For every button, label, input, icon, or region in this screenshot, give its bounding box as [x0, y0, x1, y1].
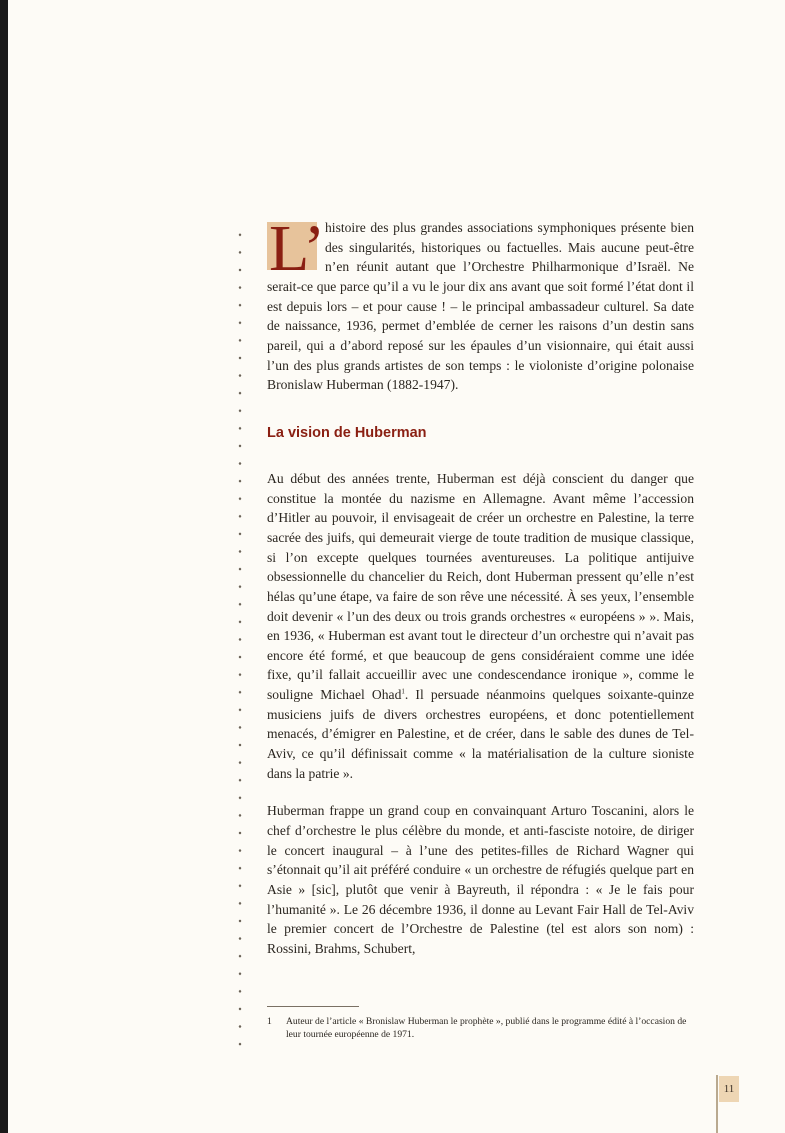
dropcap-letter: L’: [269, 212, 326, 285]
page-edge: [0, 0, 8, 1133]
section-heading: La vision de Huberman: [267, 424, 427, 441]
paragraph-3: Huberman frappe un grand coup en convainquant Arturo Toscanini, alors le chef d’orchestre le plus célèbre du monde, et anti-fasciste notoire, de diriger le concert inaugural – à l’une des petites-filles de Richard Wagner qui s’étonnait qu’il ait préféré conduire « un orchestre de réfugiés quelque part en Asie » [sic], plutôt que venir à Bayreuth, il répondra : « Je le fais pour l’humanité ». Le 26 décembre 1936, il donne au Levant Fair Hall de Tel-Aviv le premier concert de l’Orchestre de Palestine (tel est alors son nom) : Rossini, Brahms, Schubert,: [267, 803, 694, 956]
paragraph-2-text-b: . Il persuade néanmoins quelques soixante-quinze musiciens juifs de divers orchestres européens, et donc potentiellement menacés, d’émigrer en Palestine, et de créer, dans le sable des dunes de Tel-Aviv, ce qu’il définissait comme « la matérialisation de la culture sioniste dans la patrie ».: [267, 687, 694, 781]
footnote-text: Auteur de l’article « Bronislaw Huberman le prophète », publié dans le programme édité à l’occasion de leur tournée européenne de 1971.: [286, 1016, 687, 1040]
paragraph-2-text-a: Au début des années trente, Huberman est déjà conscient du danger que constitue la montée du nazisme en Allemagne. Avant même l’accession d’Hitler au pouvoir, il envisageait de créer un orchestre en Palestine, la terre sacrée des juifs, qui demeurait vierge de toute tradition de musique classique, si l’on excepte quelques tournées aventureuses. La politique antijuive obsessionnelle du chancelier du Reich, dont Huberman pressent qu’elle n’est hélas qu’une étape, va faire de son rêve une nécessité. À ses yeux, l’ensemble doit devenir « l’un des deux ou trois grands orchestres « européens » ». Mais, en 1936, « Huberman est avant tout le directeur d’un orchestre qui n’avait pas encore été formé, et que beaucoup de gens considéraient comme une idée fixe, qu’il fallait accueillir avec une condescendance ironique », comme le souligne Michael Ohad: [267, 470, 694, 703]
paragraph-2: [267, 469, 694, 784]
intro-paragraph: histoire des plus grandes associations symphoniques présente bien des singularités, historiques ou factuelles. Mais aucune peut-être n’en réunit autant que l’Orchestre Philharmonique d’Israël. Ne serait-ce que parce qu’il a vu le jour dix ans avant que soit formé l’état dont il est depuis lors – et pour cause ! – le principal ambassadeur culturel. Sa date de naissance, 1936, permet d’emblée de cerner les raisons d’un destin sans pareil, qui a d’abord reposé sur les épaules d’un visionnaire, qui était aussi l’un des plus grands artistes de son temps : le violoniste d’origine polonaise Bronislaw Huberman (1882-1947).: [267, 220, 694, 393]
dropcap: [267, 212, 326, 285]
dotted-margin: [237, 226, 243, 1046]
article-body: [267, 212, 694, 959]
intro-paragraph-block: [267, 212, 694, 395]
footnote: [267, 1015, 697, 1041]
page-number-rule: [716, 1075, 718, 1133]
footnote-rule: [267, 1006, 359, 1007]
footnote-number: 1: [267, 1016, 272, 1027]
page-number: 11: [719, 1076, 739, 1102]
footnote-reference[interactable]: 1: [401, 687, 405, 696]
